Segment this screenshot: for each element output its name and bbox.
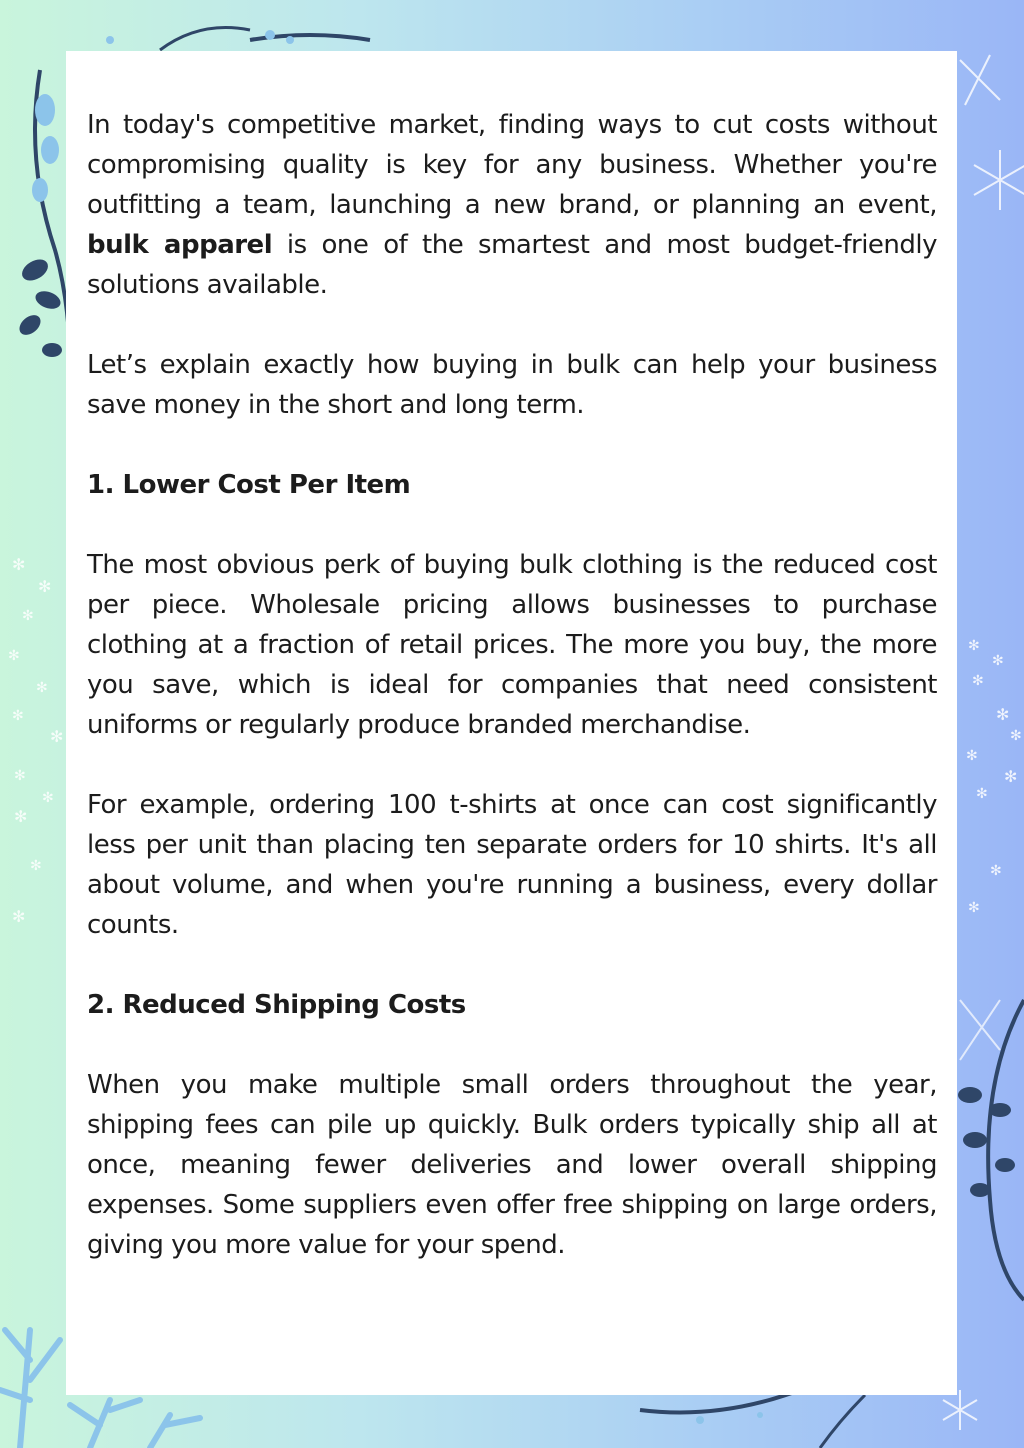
svg-text:✻: ✻ [12, 708, 24, 724]
snowflake-top-right-icon [960, 55, 1024, 210]
section-paragraph: For example, ordering 100 t-shirts at once can cost significantly less per unit than placing ten separate orders for 10 shirts. It's all about volume, and when you're running a business, every dollar counts. [87, 790, 937, 940]
small-snowflakes-left-icon [8, 555, 63, 926]
svg-text:✻: ✻ [50, 727, 64, 746]
section-heading-lower-cost: 1. Lower Cost Per Item [87, 470, 411, 500]
svg-text:✻: ✻ [36, 680, 48, 696]
svg-text:✻: ✻ [8, 648, 20, 664]
svg-text:✻: ✻ [30, 858, 42, 874]
section-paragraph: When you make multiple small orders throughout the year, shipping fees can pile up quickly. Bulk orders typically ship all at once, meaning fewer deliveries and lower overall shipping expenses. Some suppliers even offer free shipping on large orders, giving you more value for your spend. [87, 1070, 937, 1260]
svg-text:✻: ✻ [966, 748, 978, 764]
leaf-branch-right-icon [958, 1000, 1024, 1300]
intro-paragraph [87, 105, 937, 305]
svg-text:✻: ✻ [38, 577, 52, 596]
svg-text:✻: ✻ [968, 638, 980, 654]
svg-text:✻: ✻ [968, 900, 980, 916]
svg-text:✻: ✻ [1004, 767, 1018, 786]
svg-text:✻: ✻ [992, 653, 1004, 669]
svg-text:✻: ✻ [972, 673, 984, 689]
svg-text:✻: ✻ [1010, 728, 1022, 744]
svg-text:✻: ✻ [42, 790, 54, 806]
svg-text:✻: ✻ [976, 786, 988, 802]
leaf-branch-bottom-right-icon [640, 1390, 977, 1448]
article-body [87, 105, 937, 1305]
lead-paragraph: Let’s explain exactly how buying in bulk can help your business save money in the short and long term. [87, 350, 937, 420]
intro-text-start: In today's competitive market, finding ways to cut costs without compromising quality is key for any business. Whether you're outfitting a team, launching a new brand, or planning an event, [87, 110, 937, 220]
intro-text-end: is one of the smartest and most budget-friendly solutions available. [87, 230, 938, 300]
section-heading-reduced-shipping: 2. Reduced Shipping Costs [87, 990, 466, 1020]
svg-text:✻: ✻ [22, 608, 34, 624]
section-paragraph: The most obvious perk of buying bulk clothing is the reduced cost per piece. Wholesale pricing allows businesses to purchase clothing at a fraction of retail prices. The more you buy, the more you save, which is ideal for companies that need consistent uniforms or regularly produce branded merchandise. [87, 550, 937, 740]
svg-text:✻: ✻ [14, 807, 28, 826]
small-snowflakes-right-icon [966, 638, 1022, 916]
svg-text:✻: ✻ [990, 863, 1002, 879]
svg-text:✻: ✻ [14, 768, 26, 784]
document-page [66, 51, 957, 1395]
svg-text:✻: ✻ [12, 907, 26, 926]
bulk-apparel-keyword: bulk apparel [87, 230, 273, 260]
svg-text:✻: ✻ [996, 705, 1010, 724]
svg-text:✻: ✻ [12, 555, 26, 574]
